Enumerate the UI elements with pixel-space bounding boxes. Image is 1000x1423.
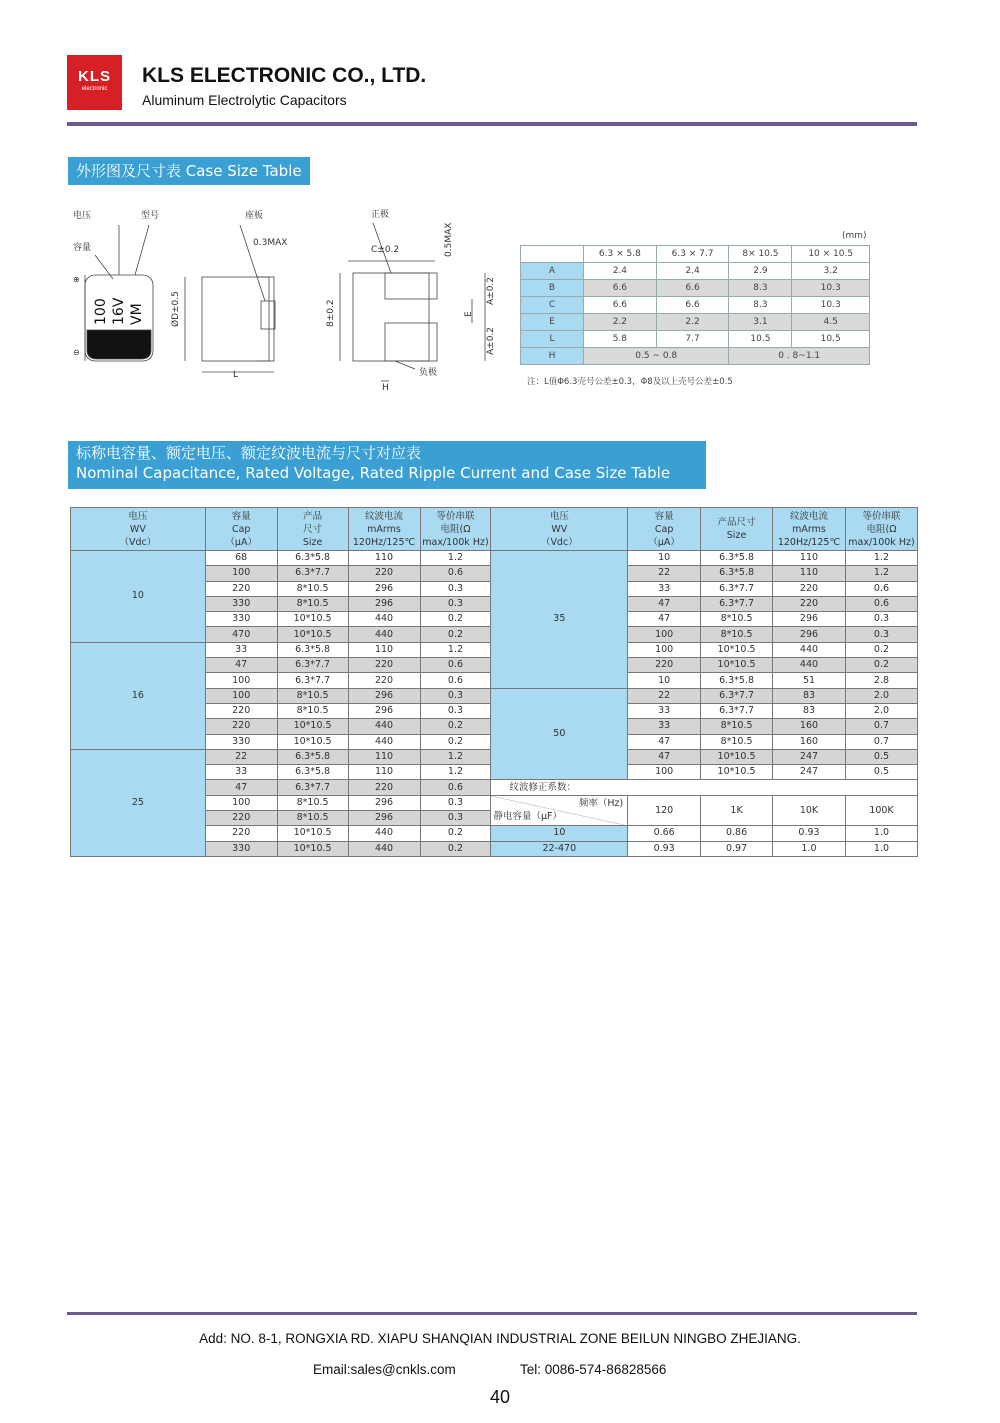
table-cell: 83 [773,688,846,703]
table-row [521,348,870,365]
table-cell: 220 [205,703,277,718]
table-cell: 0.93 [628,841,701,856]
table-cell: 8*10.5 [277,703,348,718]
header-esr: 等价串联 电阻(Ω max/100k Hz) [420,508,491,551]
table-cell: 8.3 [729,297,792,314]
capacitor-drawing [65,205,515,395]
marking-100: 100 [93,298,109,325]
table-cell: 10 [628,673,701,688]
label-03max: 0.3MAX [253,238,288,248]
header-size: 产品 尺寸 Size [277,508,348,551]
table-cell: 8*10.5 [701,719,773,734]
label-capacity: 容量 [73,243,92,253]
table-cell: 10.5 [729,331,792,348]
table-cell: 0.6 [420,673,491,688]
table-cell: 440 [773,658,846,673]
label-a-top: A±0.2 [486,276,496,305]
table-cell: 8*10.5 [277,581,348,596]
label-l: L [233,370,239,380]
table-cell: 0.2 [420,627,491,642]
row-label: C [521,297,584,314]
plus-icon: ⊕ [73,275,80,284]
table-cell: 0.2 [845,658,917,673]
size-header: 10 × 10.5 [792,246,870,263]
table-cell: 247 [773,765,846,780]
table-cell: 0.2 [845,642,917,657]
table-cell: 1.2 [420,765,491,780]
page-number: 40 [489,1387,511,1407]
table-row [521,280,870,297]
table-cell: 440 [348,734,420,749]
table-cell: 0.3 [420,795,491,810]
table-cell: 330 [205,596,277,611]
table-header-row [71,508,918,551]
voltage-cell: 25 [71,749,206,856]
table-cell: 100 [205,688,277,703]
correction-cap: 22-470 [491,841,628,856]
table-row [521,331,870,348]
table-cell: 8*10.5 [277,688,348,703]
marking-vm: VM [129,303,145,325]
table-cell: 0.5 [845,765,917,780]
table-cell: 6.3*7.7 [701,596,773,611]
label-c: C±0.2 [371,245,400,255]
footer-divider [67,1312,917,1315]
table-cell: 1.2 [845,566,917,581]
table-cell: 220 [205,826,277,841]
table-row [71,551,918,566]
header-cap: 容量 Cap （μA） [628,508,701,551]
label-negative: 负极 [419,368,438,378]
table-cell: 8*10.5 [701,627,773,642]
table-cell: 6.6 [656,280,729,297]
table-cell: 10*10.5 [701,642,773,657]
table-cell: 22 [628,566,701,581]
table-cell: 330 [205,841,277,856]
table-cell: 6.3*7.7 [277,658,348,673]
table-cell: 296 [348,688,420,703]
table-cell: 0.3 [420,688,491,703]
table-cell: 247 [773,749,846,764]
table-cell: 296 [773,612,846,627]
table-cell: 330 [205,612,277,627]
table-cell: 47 [628,596,701,611]
table-row [521,314,870,331]
table-cell: 1.2 [845,551,917,566]
header-ripple: 纹波电流 mArms 120Hz/125℃ [773,508,846,551]
table-cell: 8*10.5 [701,612,773,627]
size-header: 6.3 × 5.8 [584,246,657,263]
table-cell: 10.3 [792,297,870,314]
table-cell: 1.2 [420,749,491,764]
size-header: 6.3 × 7.7 [656,246,729,263]
table-cell: 6.6 [584,297,657,314]
row-label: E [521,314,584,331]
table-cell: 296 [348,703,420,718]
table-cell: 8*10.5 [277,795,348,810]
table-cell: 0.7 [845,719,917,734]
unit-label: (mm) [842,231,867,241]
company-logo [67,55,122,110]
table-cell: 110 [348,551,420,566]
table-cell: 10*10.5 [701,765,773,780]
table-cell: 110 [348,642,420,657]
table-cell: 4.5 [792,314,870,331]
table-cell: 22 [205,749,277,764]
table-cell: 0.2 [420,826,491,841]
header-wv: 电压 WV （Vdc） [71,508,206,551]
label-voltage: 电压 [73,211,92,221]
label-positive: 正极 [371,210,390,220]
table-cell: 0.6 [420,566,491,581]
table-cell: 6.6 [656,297,729,314]
label-d: ØD±0.5 [171,291,181,327]
document-subtitle: Aluminum Electrolytic Capacitors [142,92,347,108]
table-cell: 68 [205,551,277,566]
table-cell: 6.3*7.7 [701,703,773,718]
table-cell: 2.0 [845,703,917,718]
table-cell: 220 [348,566,420,581]
label-8: 8±0.2 [326,299,336,327]
table-cell: 110 [348,749,420,764]
table-cell: 83 [773,703,846,718]
frequency-cell: 100K [845,795,917,826]
table-cell: 0.2 [420,841,491,856]
table-cell: 8.3 [729,280,792,297]
table-cell: 296 [348,795,420,810]
header-cap: 容量 Cap （μA） [205,508,277,551]
table-cell: 0.5 [845,749,917,764]
table-cell: 220 [205,811,277,826]
table-cell: 220 [205,719,277,734]
table-cell: 440 [348,841,420,856]
table-cell: 8*10.5 [277,596,348,611]
table-cell: 2.2 [584,314,657,331]
rating-section-title [68,441,706,489]
table-cell: 0.93 [773,826,846,841]
table-cell: 10*10.5 [277,841,348,856]
table-cell: 6.6 [584,280,657,297]
table-cell: 220 [348,673,420,688]
logo-text: KLS [78,68,111,85]
table-cell: 0 . 8~1.1 [729,348,870,365]
table-cell: 3.1 [729,314,792,331]
header-divider [67,122,917,126]
table-cell: 0.66 [628,826,701,841]
frequency-cell: 1K [701,795,773,826]
section-title-cn: 标称电容量、额定电压、额定纹波电流与尺寸对应表 [76,444,422,462]
table-cell: 10.3 [792,280,870,297]
table-cell: 10.5 [792,331,870,348]
voltage-cell: 10 [71,551,206,643]
table-cell: 33 [205,765,277,780]
table-cell: 10*10.5 [701,749,773,764]
label-05max: 0.5MAX [444,222,454,257]
table-cell: 3.2 [792,263,870,280]
table-cell: 10*10.5 [277,627,348,642]
table-cell: 440 [348,719,420,734]
table-cell: 296 [773,627,846,642]
footer-email: Email:sales@cnkls.com [313,1362,456,1377]
table-cell: 2.8 [845,673,917,688]
table-cell: 6.3*7.7 [277,673,348,688]
table-cell: 8*10.5 [277,811,348,826]
table-cell: 1.0 [845,826,917,841]
table-cell: 110 [773,551,846,566]
correction-title: 纹波修正系数： [491,780,918,795]
table-cell: 296 [348,596,420,611]
table-cell: 6.3*5.8 [701,551,773,566]
header-esr: 等价串联 电阻(Ω max/100k Hz) [845,508,917,551]
table-cell: 220 [628,658,701,673]
table-cell: 51 [773,673,846,688]
top-view [85,225,153,361]
table-cell: 1.2 [420,551,491,566]
table-cell: 7.7 [656,331,729,348]
table-cell: 160 [773,734,846,749]
voltage-cell: 16 [71,642,206,749]
table-cell: 0.7 [845,734,917,749]
table-cell: 2.4 [584,263,657,280]
table-cell: 2.4 [656,263,729,280]
company-name: KLS ELECTRONIC CO., LTD. [142,64,427,87]
table-cell: 6.3*7.7 [701,688,773,703]
table-cell: 220 [773,581,846,596]
table-cell: 6.3*5.8 [701,673,773,688]
table-cell: 100 [628,642,701,657]
table-cell: 1.0 [773,841,846,856]
table-cell: 0.6 [845,596,917,611]
table-cell: 296 [348,811,420,826]
tolerance-note: 注：L值Φ6.3壳号公差±0.3，Φ8及以上壳号公差±0.5 [527,377,733,387]
table-corner [521,246,584,263]
size-header: 8× 10.5 [729,246,792,263]
table-cell: 0.3 [420,703,491,718]
table-cell: 6.3*5.8 [277,642,348,657]
table-cell: 0.3 [845,612,917,627]
table-cell: 0.3 [420,811,491,826]
table-cell: 440 [348,612,420,627]
marking-16v: 16V [111,297,127,325]
table-cell: 33 [628,581,701,596]
table-cell: 220 [348,780,420,795]
footer-tel: Tel: 0086-574-86828566 [520,1362,667,1377]
table-cell: 100 [205,795,277,810]
front-view [340,223,485,381]
freq-label: 频率（Hz) [578,797,624,809]
frequency-cell: 10K [773,795,846,826]
label-h: H [382,383,389,393]
table-cell: 22 [628,688,701,703]
table-cell: 10*10.5 [277,719,348,734]
label-e: E [464,311,474,317]
table-cell: 6.3*5.8 [701,566,773,581]
table-cell: 0.97 [701,841,773,856]
table-cell: 6.3*7.7 [701,581,773,596]
table-cell: 2.9 [729,263,792,280]
header-size: 产品尺寸 Size [701,508,773,551]
row-label: B [521,280,584,297]
table-cell: 0.5 ~ 0.8 [584,348,729,365]
table-cell: 100 [628,765,701,780]
table-row [521,297,870,314]
table-cell: 47 [628,749,701,764]
voltage-cell: 50 [491,688,628,780]
label-seat: 座板 [245,211,264,221]
table-cell: 296 [348,581,420,596]
table-cell: 10*10.5 [277,734,348,749]
table-cell: 0.86 [701,826,773,841]
table-cell: 5.8 [584,331,657,348]
correction-corner [491,795,628,826]
table-cell: 220 [348,658,420,673]
frequency-cell: 120 [628,795,701,826]
footer-address: Add: NO. 8-1, RONGXIA RD. XIAPU SHANQIAN INDUSTRIAL ZONE BEILUN NINGBO ZHEJIANG. [199,1331,801,1346]
table-cell: 0.6 [420,658,491,673]
table-cell: 1.2 [420,642,491,657]
table-cell: 0.3 [420,581,491,596]
correction-cap: 10 [491,826,628,841]
table-cell: 10*10.5 [277,826,348,841]
case-size-section-title: 外形图及尺寸表 Case Size Table [68,157,310,185]
section-title-en: Nominal Capacitance, Rated Voltage, Rated Ripple Current and Case Size Table [76,464,671,482]
table-cell: 10 [628,551,701,566]
logo-subtext: electronic [81,86,108,92]
row-label: A [521,263,584,280]
table-cell: 10*10.5 [701,658,773,673]
header-ripple: 纹波电流 mArms 120Hz/125℃ [348,508,420,551]
table-cell: 110 [773,566,846,581]
table-cell: 100 [205,566,277,581]
table-cell: 47 [628,612,701,627]
table-cell: 2.0 [845,688,917,703]
row-label: H [521,348,584,365]
case-size-table [520,245,870,365]
table-cell: 6.3*7.7 [277,566,348,581]
table-cell: 110 [348,765,420,780]
table-cell: 440 [348,826,420,841]
table-cell: 8*10.5 [701,734,773,749]
table-cell: 0.2 [420,734,491,749]
table-cell: 6.3*5.8 [277,749,348,764]
table-cell: 0.2 [420,612,491,627]
table-cell: 6.3*7.7 [277,780,348,795]
table-cell: 6.3*5.8 [277,551,348,566]
table-cell: 47 [205,658,277,673]
table-cell: 330 [205,734,277,749]
table-cell: 0.3 [420,596,491,611]
label-a-bottom: A±0.2 [486,326,496,355]
table-cell: 33 [628,719,701,734]
table-cell: 2.2 [656,314,729,331]
table-cell: 0.6 [420,780,491,795]
table-cell: 47 [205,780,277,795]
table-cell: 440 [773,642,846,657]
label-model: 型号 [141,211,160,221]
table-cell: 0.6 [845,581,917,596]
table-cell: 100 [205,673,277,688]
table-cell: 10*10.5 [277,612,348,627]
row-label: L [521,331,584,348]
header-wv: 电压 WV （Vdc） [491,508,628,551]
table-cell: 33 [205,642,277,657]
table-cell: 220 [773,596,846,611]
table-cell: 47 [628,734,701,749]
table-cell: 1.0 [845,841,917,856]
table-cell: 0.2 [420,719,491,734]
cap-label: 静电容量（μF） [493,811,562,823]
rating-table [70,507,918,857]
minus-icon: ⊖ [73,348,80,357]
voltage-cell: 35 [491,551,628,689]
table-cell: 6.3*5.8 [277,765,348,780]
table-cell: 0.3 [845,627,917,642]
table-cell: 440 [348,627,420,642]
table-row [521,263,870,280]
table-cell: 220 [205,581,277,596]
table-cell: 160 [773,719,846,734]
table-cell: 33 [628,703,701,718]
table-cell: 100 [628,627,701,642]
table-cell: 470 [205,627,277,642]
